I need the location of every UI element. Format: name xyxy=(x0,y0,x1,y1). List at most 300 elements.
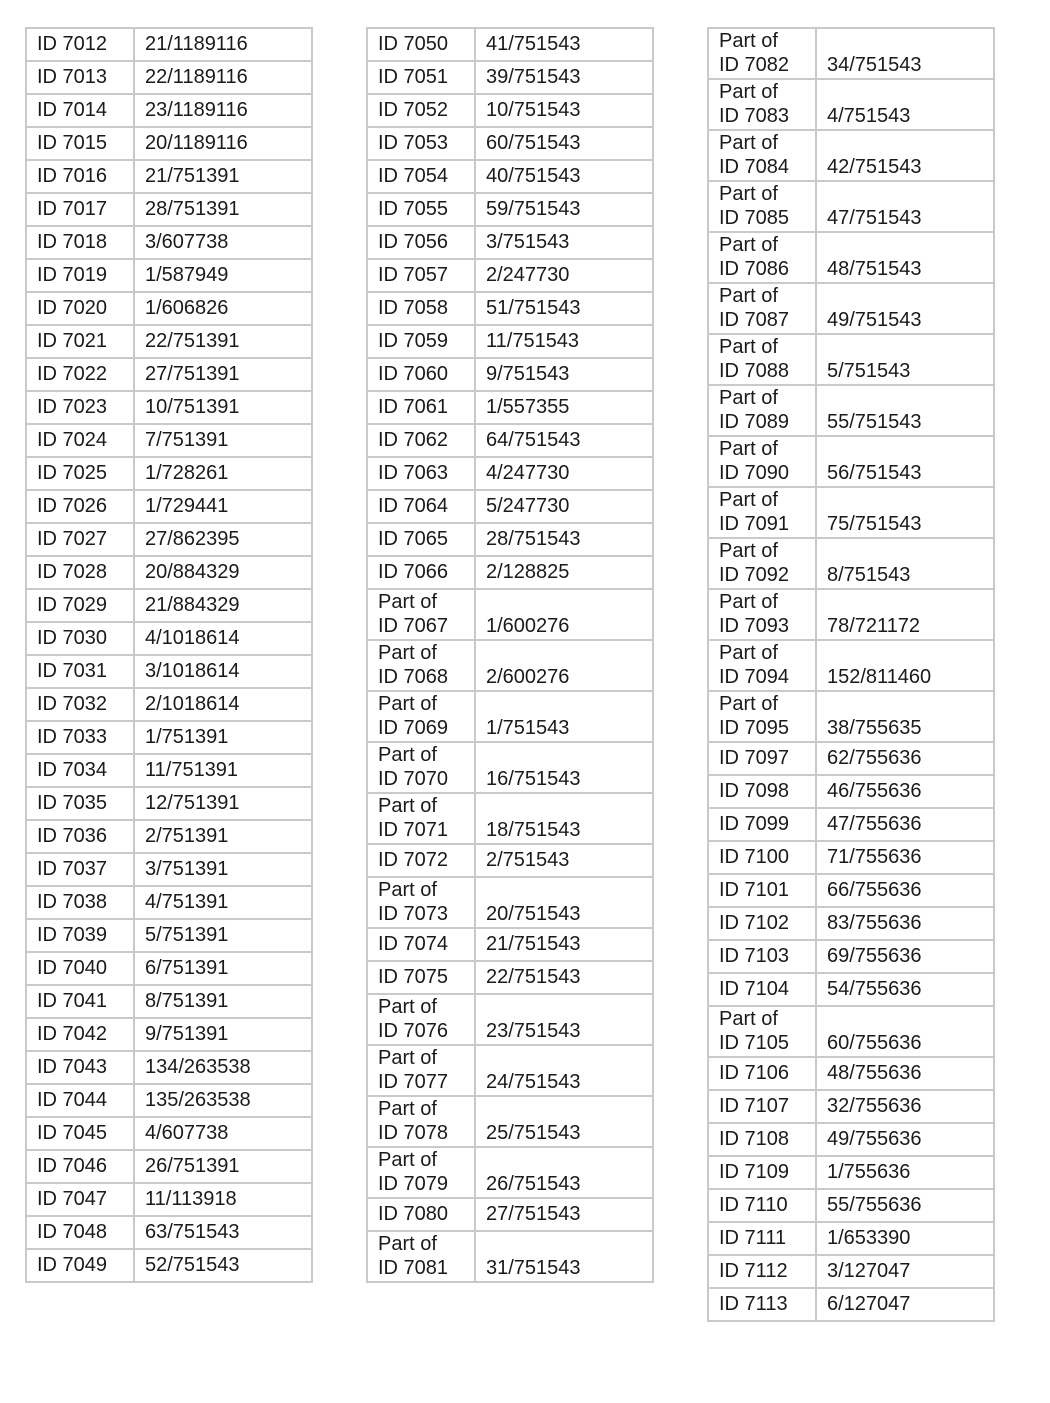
id-cell xyxy=(708,973,816,1006)
id-cell xyxy=(367,640,475,691)
table-body xyxy=(367,28,653,1282)
id-label: ID 7075 xyxy=(378,966,449,988)
id-cell xyxy=(367,94,475,127)
id-label: ID 7041 xyxy=(37,990,108,1012)
reference-cell: 28/751543 xyxy=(475,523,653,556)
id-cell xyxy=(708,1189,816,1222)
table-row xyxy=(26,226,312,259)
reference-cell: 5/247730 xyxy=(475,490,653,523)
table-row xyxy=(367,127,653,160)
table-row xyxy=(367,490,653,523)
table-row xyxy=(708,1006,994,1057)
id-label: ID 7066 xyxy=(378,561,449,583)
id-label: ID 7095 xyxy=(719,717,790,739)
table-row xyxy=(708,79,994,130)
id-label: ID 7027 xyxy=(37,528,108,550)
id-label: ID 7013 xyxy=(37,66,108,88)
id-cell xyxy=(26,655,134,688)
table-row xyxy=(367,523,653,556)
table-row xyxy=(708,181,994,232)
reference-cell: 20/1189116 xyxy=(134,127,312,160)
id-cell xyxy=(26,1084,134,1117)
part-of-label: Part of xyxy=(378,693,437,715)
id-label: ID 7100 xyxy=(719,846,790,868)
reference-cell: 11/113918 xyxy=(134,1183,312,1216)
table-row xyxy=(26,1216,312,1249)
id-cell xyxy=(708,487,816,538)
id-label: ID 7045 xyxy=(37,1122,108,1144)
id-cell xyxy=(708,79,816,130)
id-label: ID 7021 xyxy=(37,330,108,352)
id-label: ID 7090 xyxy=(719,462,790,484)
reference-cell: 2/1018614 xyxy=(134,688,312,721)
id-label: ID 7023 xyxy=(37,396,108,418)
table-row xyxy=(26,754,312,787)
id-label: ID 7018 xyxy=(37,231,108,253)
table-row xyxy=(26,292,312,325)
table-row xyxy=(26,61,312,94)
reference-cell: 28/751391 xyxy=(134,193,312,226)
id-label: ID 7087 xyxy=(719,309,790,331)
reference-cell: 11/751543 xyxy=(475,325,653,358)
part-of-label: Part of xyxy=(719,30,778,52)
id-cell xyxy=(367,325,475,358)
part-of-label: Part of xyxy=(719,642,778,664)
reference-cell: 56/751543 xyxy=(816,436,994,487)
table-row xyxy=(708,1123,994,1156)
table-row xyxy=(26,424,312,457)
id-label: ID 7097 xyxy=(719,747,790,769)
id-label: ID 7038 xyxy=(37,891,108,913)
id-label: ID 7103 xyxy=(719,945,790,967)
id-cell xyxy=(708,907,816,940)
table-row xyxy=(26,325,312,358)
id-label: ID 7112 xyxy=(719,1260,788,1282)
id-label: ID 7043 xyxy=(37,1056,108,1078)
reference-cell: 22/751543 xyxy=(475,961,653,994)
table-row xyxy=(708,130,994,181)
id-cell xyxy=(26,853,134,886)
table-row xyxy=(26,391,312,424)
table-row xyxy=(26,688,312,721)
part-of-label: Part of xyxy=(378,1047,437,1069)
table-row xyxy=(26,1051,312,1084)
reference-cell: 31/751543 xyxy=(475,1231,653,1282)
id-label: ID 7028 xyxy=(37,561,108,583)
id-cell xyxy=(367,877,475,928)
reference-cell: 48/751543 xyxy=(816,232,994,283)
id-table-middle xyxy=(366,27,654,1283)
reference-cell: 27/751391 xyxy=(134,358,312,391)
id-cell xyxy=(367,691,475,742)
part-of-label: Part of xyxy=(719,438,778,460)
reference-cell: 8/751391 xyxy=(134,985,312,1018)
reference-cell: 47/751543 xyxy=(816,181,994,232)
id-cell xyxy=(367,589,475,640)
table-row xyxy=(26,622,312,655)
reference-cell: 22/1189116 xyxy=(134,61,312,94)
table-row xyxy=(708,1222,994,1255)
id-cell xyxy=(26,589,134,622)
table-row xyxy=(708,385,994,436)
id-cell xyxy=(708,589,816,640)
reference-cell: 6/751391 xyxy=(134,952,312,985)
id-label: ID 7044 xyxy=(37,1089,108,1111)
id-label: ID 7047 xyxy=(37,1188,108,1210)
id-cell xyxy=(26,952,134,985)
id-cell xyxy=(26,688,134,721)
id-label: ID 7080 xyxy=(378,1203,449,1225)
table-row xyxy=(708,973,994,1006)
reference-cell: 2/751391 xyxy=(134,820,312,853)
id-label: ID 7035 xyxy=(37,792,108,814)
reference-cell: 75/751543 xyxy=(816,487,994,538)
table-row xyxy=(708,436,994,487)
part-of-label: Part of xyxy=(719,336,778,358)
id-cell xyxy=(26,1216,134,1249)
reference-cell: 4/751391 xyxy=(134,886,312,919)
reference-cell: 21/751543 xyxy=(475,928,653,961)
id-label: ID 7030 xyxy=(37,627,108,649)
id-cell xyxy=(367,523,475,556)
table-row xyxy=(708,640,994,691)
reference-cell: 4/247730 xyxy=(475,457,653,490)
id-label: ID 7054 xyxy=(378,165,449,187)
id-cell xyxy=(367,1147,475,1198)
id-label: ID 7052 xyxy=(378,99,449,121)
id-cell xyxy=(708,283,816,334)
id-label: ID 7091 xyxy=(719,513,790,535)
table-row xyxy=(26,919,312,952)
table-row xyxy=(708,1156,994,1189)
reference-cell: 134/263538 xyxy=(134,1051,312,1084)
id-label: ID 7022 xyxy=(37,363,108,385)
table-row xyxy=(708,1288,994,1321)
reference-cell: 7/751391 xyxy=(134,424,312,457)
table-row xyxy=(26,28,312,61)
id-cell xyxy=(708,775,816,808)
id-cell xyxy=(367,928,475,961)
id-cell xyxy=(26,391,134,424)
id-cell xyxy=(367,793,475,844)
table-row xyxy=(367,691,653,742)
reference-cell: 24/751543 xyxy=(475,1045,653,1096)
reference-cell: 1/557355 xyxy=(475,391,653,424)
id-cell xyxy=(367,457,475,490)
table-row xyxy=(367,994,653,1045)
id-cell xyxy=(708,940,816,973)
table-row xyxy=(367,793,653,844)
id-cell xyxy=(26,292,134,325)
id-label: ID 7093 xyxy=(719,615,790,637)
reference-cell: 3/751543 xyxy=(475,226,653,259)
reference-cell: 23/751543 xyxy=(475,994,653,1045)
part-of-label: Part of xyxy=(378,879,437,901)
part-of-label: Part of xyxy=(719,81,778,103)
id-label: ID 7113 xyxy=(719,1293,788,1315)
table-row xyxy=(26,787,312,820)
id-cell xyxy=(26,358,134,391)
reference-cell: 59/751543 xyxy=(475,193,653,226)
table-row xyxy=(708,1189,994,1222)
id-label: ID 7048 xyxy=(37,1221,108,1243)
id-cell xyxy=(26,424,134,457)
table-row xyxy=(26,523,312,556)
reference-cell: 11/751391 xyxy=(134,754,312,787)
id-cell xyxy=(26,787,134,820)
reference-cell: 21/1189116 xyxy=(134,28,312,61)
id-cell xyxy=(708,874,816,907)
id-label: ID 7057 xyxy=(378,264,449,286)
reference-cell: 26/751543 xyxy=(475,1147,653,1198)
reference-cell: 22/751391 xyxy=(134,325,312,358)
id-cell xyxy=(26,457,134,490)
id-label: ID 7088 xyxy=(719,360,790,382)
id-label: ID 7058 xyxy=(378,297,449,319)
id-label: ID 7037 xyxy=(37,858,108,880)
part-of-label: Part of xyxy=(378,591,437,613)
id-cell xyxy=(708,181,816,232)
reference-cell: 49/755636 xyxy=(816,1123,994,1156)
id-label: ID 7016 xyxy=(37,165,108,187)
table-row xyxy=(26,193,312,226)
table-row xyxy=(367,844,653,877)
table-row xyxy=(367,358,653,391)
table-row xyxy=(26,655,312,688)
id-cell xyxy=(708,130,816,181)
reference-cell: 3/607738 xyxy=(134,226,312,259)
id-cell xyxy=(708,334,816,385)
table-row xyxy=(708,742,994,775)
part-of-label: Part of xyxy=(378,642,437,664)
reference-cell: 78/721172 xyxy=(816,589,994,640)
id-cell xyxy=(708,385,816,436)
id-label: ID 7109 xyxy=(719,1161,790,1183)
id-label: ID 7039 xyxy=(37,924,108,946)
id-cell xyxy=(708,1222,816,1255)
id-cell xyxy=(26,1117,134,1150)
table-row xyxy=(26,1249,312,1282)
reference-cell: 5/751543 xyxy=(816,334,994,385)
reference-cell: 3/751391 xyxy=(134,853,312,886)
id-label: ID 7071 xyxy=(378,819,449,841)
table-body xyxy=(26,28,312,1282)
id-cell xyxy=(26,94,134,127)
id-label: ID 7059 xyxy=(378,330,449,352)
reference-cell: 34/751543 xyxy=(816,28,994,79)
id-cell xyxy=(708,1288,816,1321)
id-label: ID 7026 xyxy=(37,495,108,517)
reference-cell: 2/128825 xyxy=(475,556,653,589)
id-cell xyxy=(708,1057,816,1090)
table-row xyxy=(708,841,994,874)
id-cell xyxy=(26,1183,134,1216)
reference-cell: 60/755636 xyxy=(816,1006,994,1057)
table-row xyxy=(26,1183,312,1216)
part-of-label: Part of xyxy=(719,234,778,256)
table-row xyxy=(26,1150,312,1183)
id-label: ID 7084 xyxy=(719,156,790,178)
part-of-label: Part of xyxy=(719,540,778,562)
id-label: ID 7077 xyxy=(378,1071,449,1093)
id-cell xyxy=(708,841,816,874)
table-row xyxy=(367,292,653,325)
reference-cell: 1/606826 xyxy=(134,292,312,325)
reference-cell: 60/751543 xyxy=(475,127,653,160)
id-label: ID 7094 xyxy=(719,666,790,688)
id-label: ID 7064 xyxy=(378,495,449,517)
id-label: ID 7019 xyxy=(37,264,108,286)
id-cell xyxy=(26,61,134,94)
id-cell xyxy=(367,127,475,160)
id-label: ID 7081 xyxy=(378,1257,449,1279)
id-cell xyxy=(708,1156,816,1189)
part-of-label: Part of xyxy=(378,1098,437,1120)
reference-cell: 18/751543 xyxy=(475,793,653,844)
id-label: ID 7051 xyxy=(378,66,449,88)
part-of-label: Part of xyxy=(719,591,778,613)
reference-cell: 2/600276 xyxy=(475,640,653,691)
id-cell xyxy=(367,391,475,424)
table-row xyxy=(367,877,653,928)
part-of-label: Part of xyxy=(719,489,778,511)
id-label: ID 7089 xyxy=(719,411,790,433)
reference-cell: 49/751543 xyxy=(816,283,994,334)
id-cell xyxy=(708,436,816,487)
id-label: ID 7108 xyxy=(719,1128,790,1150)
id-label: ID 7040 xyxy=(37,957,108,979)
id-cell xyxy=(367,193,475,226)
id-label: ID 7111 xyxy=(719,1227,787,1249)
table-row xyxy=(708,1090,994,1123)
table-row xyxy=(708,808,994,841)
id-label: ID 7085 xyxy=(719,207,790,229)
id-cell xyxy=(367,292,475,325)
reference-cell: 12/751391 xyxy=(134,787,312,820)
reference-cell: 64/751543 xyxy=(475,424,653,457)
reference-cell: 135/263538 xyxy=(134,1084,312,1117)
reference-cell: 46/755636 xyxy=(816,775,994,808)
id-cell xyxy=(26,721,134,754)
table-row xyxy=(367,226,653,259)
table-body xyxy=(708,28,994,1321)
reference-cell: 1/600276 xyxy=(475,589,653,640)
reference-cell: 9/751543 xyxy=(475,358,653,391)
part-of-label: Part of xyxy=(378,996,437,1018)
id-cell xyxy=(708,1090,816,1123)
id-label: ID 7032 xyxy=(37,693,108,715)
table-row xyxy=(367,28,653,61)
id-cell xyxy=(26,1018,134,1051)
id-label: ID 7069 xyxy=(378,717,449,739)
id-label: ID 7061 xyxy=(378,396,449,418)
id-cell xyxy=(708,232,816,283)
table-row xyxy=(708,334,994,385)
id-label: ID 7099 xyxy=(719,813,790,835)
id-cell xyxy=(367,358,475,391)
reference-cell: 39/751543 xyxy=(475,61,653,94)
id-cell xyxy=(708,538,816,589)
table-row xyxy=(367,457,653,490)
table-row xyxy=(367,259,653,292)
id-cell xyxy=(708,1123,816,1156)
id-cell xyxy=(26,985,134,1018)
reference-cell: 1/728261 xyxy=(134,457,312,490)
table-row xyxy=(708,538,994,589)
reference-cell: 3/1018614 xyxy=(134,655,312,688)
table-row xyxy=(367,193,653,226)
id-label: ID 7029 xyxy=(37,594,108,616)
id-cell xyxy=(26,556,134,589)
id-cell xyxy=(367,961,475,994)
reference-cell: 27/751543 xyxy=(475,1198,653,1231)
reference-cell: 40/751543 xyxy=(475,160,653,193)
table-row xyxy=(26,1018,312,1051)
part-of-label: Part of xyxy=(719,285,778,307)
id-label: ID 7036 xyxy=(37,825,108,847)
id-cell xyxy=(367,556,475,589)
id-cell xyxy=(708,742,816,775)
reference-cell: 41/751543 xyxy=(475,28,653,61)
reference-cell: 51/751543 xyxy=(475,292,653,325)
reference-cell: 21/751391 xyxy=(134,160,312,193)
reference-cell: 4/751543 xyxy=(816,79,994,130)
id-label: ID 7031 xyxy=(37,660,108,682)
table-row xyxy=(26,1084,312,1117)
id-cell xyxy=(367,61,475,94)
reference-cell: 1/653390 xyxy=(816,1222,994,1255)
id-label: ID 7083 xyxy=(719,105,790,127)
table-row xyxy=(367,1231,653,1282)
id-cell xyxy=(367,490,475,523)
id-label: ID 7020 xyxy=(37,297,108,319)
reference-cell: 69/755636 xyxy=(816,940,994,973)
table-row xyxy=(26,1117,312,1150)
reference-cell: 4/1018614 xyxy=(134,622,312,655)
id-cell xyxy=(26,28,134,61)
table-row xyxy=(708,907,994,940)
reference-cell: 27/862395 xyxy=(134,523,312,556)
part-of-label: Part of xyxy=(719,693,778,715)
table-row xyxy=(367,556,653,589)
id-label: ID 7062 xyxy=(378,429,449,451)
table-row xyxy=(26,952,312,985)
table-row xyxy=(26,160,312,193)
table-row xyxy=(367,742,653,793)
table-row xyxy=(367,1147,653,1198)
reference-cell: 83/755636 xyxy=(816,907,994,940)
id-label: ID 7082 xyxy=(719,54,790,76)
id-cell xyxy=(367,28,475,61)
id-label: ID 7014 xyxy=(37,99,108,121)
part-of-label: Part of xyxy=(719,1008,778,1030)
table-row xyxy=(367,391,653,424)
table-row xyxy=(708,775,994,808)
id-cell xyxy=(26,259,134,292)
reference-cell: 1/751391 xyxy=(134,721,312,754)
reference-cell: 26/751391 xyxy=(134,1150,312,1183)
table-row xyxy=(367,928,653,961)
id-label: ID 7025 xyxy=(37,462,108,484)
part-of-label: Part of xyxy=(378,795,437,817)
id-cell xyxy=(26,160,134,193)
reference-cell: 52/751543 xyxy=(134,1249,312,1282)
reference-cell: 23/1189116 xyxy=(134,94,312,127)
table-row xyxy=(708,1057,994,1090)
id-cell xyxy=(367,424,475,457)
id-label: ID 7076 xyxy=(378,1020,449,1042)
id-cell xyxy=(26,226,134,259)
